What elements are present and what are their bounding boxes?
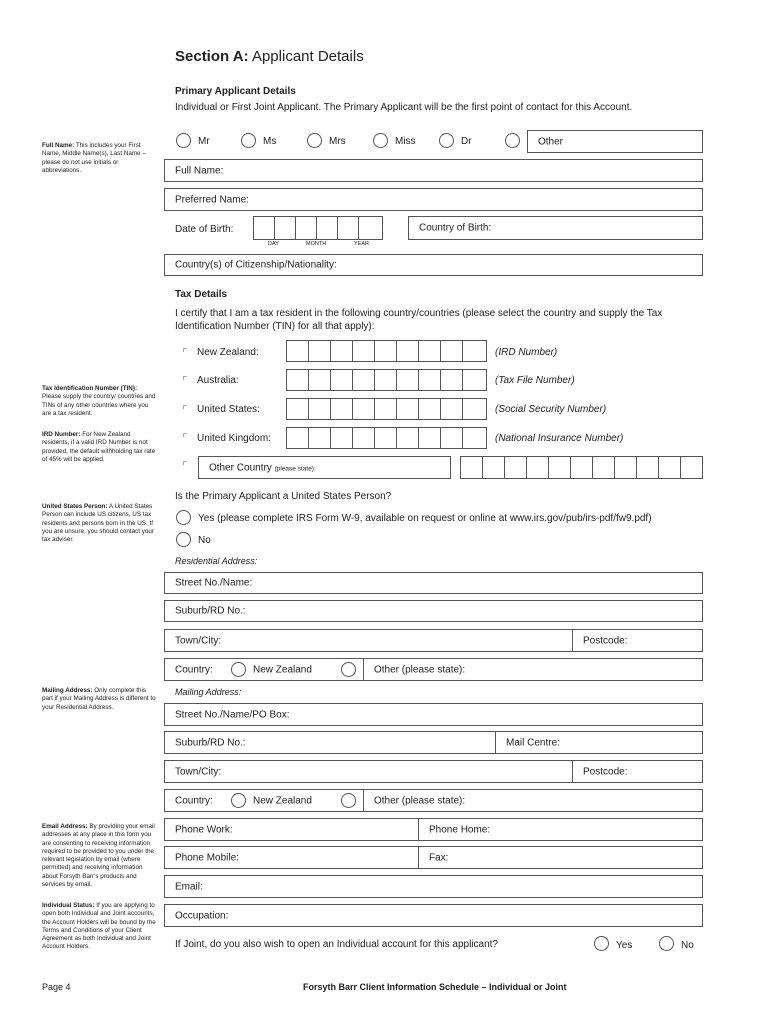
mailing-nz-label: New Zealand — [253, 795, 312, 806]
residential-suburb-field[interactable] — [164, 600, 703, 622]
title-ms-label: Ms — [263, 136, 277, 147]
mailing-town-field[interactable] — [164, 760, 703, 783]
us-person-no-radio[interactable] — [176, 532, 191, 547]
mailing-postcode-label: Postcode: — [583, 766, 628, 777]
residential-street-label: Street No./Name: — [175, 577, 253, 589]
page-number: Page 4 — [42, 982, 71, 992]
tax-nz-label: New Zealand: — [197, 347, 259, 358]
sidenote-mailing: Mailing Address: Only complete this part if your Mailing Address is different to your Residential Address. — [42, 687, 156, 711]
phone-mobile-label: Phone Mobile: — [175, 852, 239, 863]
section-title-rest: Applicant Details — [248, 48, 364, 65]
occupation-field[interactable] — [164, 904, 703, 927]
tax-heading: Tax Details — [175, 289, 228, 300]
mailing-other-label: Other (please state): — [374, 795, 466, 806]
email-label: Email: — [175, 881, 203, 892]
sidenote-ird: IRD Number: For New Zealand residents, if a valid IRD Number is not provided, the default withholding tax rate of 45% will be applied. — [42, 431, 156, 463]
mailing-town-label: Town/City: — [175, 766, 222, 777]
mailing-country-field[interactable] — [164, 789, 703, 812]
tax-intro-line2: Identification Number (TIN) for all that apply): — [175, 321, 375, 332]
title-miss-label: Miss — [395, 136, 416, 147]
title-miss-radio[interactable] — [373, 133, 388, 148]
joint-individual-no-radio[interactable] — [659, 936, 674, 951]
joint-individual-no-label: No — [681, 940, 694, 951]
tax-other-checkbox[interactable] — [183, 461, 187, 465]
joint-individual-yes-label: Yes — [616, 940, 633, 951]
mailing-suburb-label: Suburb/RD No.: — [175, 737, 246, 748]
tax-au-hint: (Tax File Number) — [495, 375, 575, 386]
us-person-question: Is the Primary Applicant a United States Person? — [175, 491, 392, 502]
tax-nz-tin-cells[interactable] — [286, 340, 487, 362]
section-title-bold: Section A: — [175, 48, 249, 65]
tax-other-country-field[interactable] — [198, 456, 451, 479]
full-name-field[interactable] — [164, 159, 703, 182]
mailing-heading: Mailing Address: — [175, 687, 242, 697]
preferred-name-field[interactable] — [164, 188, 703, 211]
title-other-radio[interactable] — [505, 133, 520, 148]
sidenote-us-person: United States Person: A United States Person can include US citizens, US tax residents and persons born in the US. If you are unsure, you should contact your tax adviser. — [42, 503, 155, 544]
residential-suburb-label: Suburb/RD No.: — [175, 605, 246, 617]
tax-au-tin-cells[interactable] — [286, 369, 487, 391]
footer-title: Forsyth Barr Client Information Schedule – Individual or Joint — [303, 982, 567, 992]
title-dr-radio[interactable] — [439, 133, 454, 148]
full-name-label: Full Name: — [175, 165, 224, 176]
fax-label: Fax: — [429, 852, 449, 863]
dob-day-label: DAY — [268, 241, 279, 247]
tax-au-checkbox[interactable] — [183, 376, 187, 380]
us-person-no-label: No — [198, 535, 211, 546]
tax-us-checkbox[interactable] — [183, 405, 187, 409]
joint-individual-yes-radio[interactable] — [594, 936, 609, 951]
tax-us-hint: (Social Security Number) — [495, 404, 607, 415]
mailing-suburb-field[interactable] — [164, 731, 703, 754]
residential-street-field[interactable] — [164, 572, 703, 594]
mailing-nz-radio[interactable] — [231, 793, 246, 808]
tax-us-label: United States: — [197, 404, 260, 415]
us-person-yes-label: Yes (please complete IRS Form W-9, available on request or online at www.irs.gov/pub/irs-pdf/fw9.pdf) — [198, 513, 652, 524]
title-dr-label: Dr — [461, 136, 472, 147]
residential-country-field[interactable] — [164, 658, 703, 681]
residential-other-radio[interactable] — [341, 662, 356, 677]
country-of-birth-field[interactable] — [408, 216, 703, 240]
residential-nz-radio[interactable] — [231, 662, 246, 677]
residential-heading: Residential Address: — [175, 556, 258, 566]
dob-month-label: MONTH — [306, 241, 327, 247]
mailing-country-label: Country: — [175, 795, 213, 806]
dob-cells[interactable] — [253, 216, 383, 240]
sidenote-email: Email Address: By providing your email addresses at any place in this form you are consenting to receiving information required to be provided to you under the relevant legislation by email (where permitted) and receiving information about Forsyth Barr's products and services by email. — [42, 823, 155, 889]
title-mr-radio[interactable] — [176, 133, 191, 148]
tax-us-tin-cells[interactable] — [286, 398, 487, 420]
title-other-label: Other — [538, 136, 564, 147]
residential-other-label: Other (please state): — [374, 664, 466, 675]
mailing-street-label: Street No./Name/PO Box: — [175, 709, 290, 720]
tax-intro-line1: I certify that I am a tax resident in the following country/countries (please select the country and supply the Tax — [175, 308, 663, 319]
primary-heading: Primary Applicant Details — [175, 86, 296, 97]
sidenote-full-name: Full Name: This includes your First Name, Middle Name(s), Last Name – please do not use initials or abbreviations. — [42, 142, 146, 174]
residential-town-label: Town/City: — [175, 635, 222, 646]
phone-work-home-field[interactable] — [164, 818, 703, 841]
country-of-birth-label: Country of Birth: — [419, 222, 492, 234]
sidenote-individual-status: Individual Status: If you are applying to open both Individual and Joint accounts, the Account Holders will be bound by the Terms and Conditions of your Client Agreement as both Individual and Joint Account Holders. — [42, 902, 156, 951]
dob-year-label: YEAR — [354, 241, 369, 247]
residential-postcode-label: Postcode: — [583, 635, 628, 646]
tax-other-label: Other Country (please state): — [209, 462, 316, 473]
primary-intro: Individual or First Joint Applicant. The Primary Applicant will be the first point of contact for this Account. — [175, 102, 633, 113]
tax-nz-hint: (IRD Number) — [495, 347, 558, 358]
tax-uk-hint: (National Insurance Number) — [495, 433, 624, 444]
joint-individual-question: If Joint, do you also wish to open an Individual account for this applicant? — [175, 939, 498, 950]
mailing-other-radio[interactable] — [341, 793, 356, 808]
preferred-name-label: Preferred Name: — [175, 194, 249, 205]
residential-country-label: Country: — [175, 664, 213, 675]
sidenote-tin: Tax Identification Number (TIN): Please supply the country/ countries and TINs of any other countries where you are a tax resident. — [42, 385, 156, 417]
tax-uk-label: United Kingdom: — [197, 433, 271, 444]
title-ms-radio[interactable] — [241, 133, 256, 148]
residential-nz-label: New Zealand — [253, 664, 312, 675]
title-mr-label: Mr — [198, 136, 210, 147]
phone-work-label: Phone Work: — [175, 824, 233, 835]
occupation-label: Occupation: — [175, 910, 229, 921]
mailing-street-field[interactable] — [164, 703, 703, 726]
tax-uk-checkbox[interactable] — [183, 433, 187, 437]
citizenship-field[interactable] — [164, 254, 703, 276]
title-other-field[interactable] — [527, 130, 703, 153]
title-mrs-label: Mrs — [329, 136, 346, 147]
tax-uk-tin-cells[interactable] — [286, 427, 487, 449]
tax-nz-checkbox[interactable] — [183, 348, 187, 352]
phone-home-label: Phone Home: — [429, 824, 491, 835]
mailing-mail-centre-label: Mail Centre: — [506, 737, 560, 748]
dob-label: Date of Birth: — [175, 224, 234, 235]
tax-au-label: Australia: — [197, 375, 239, 386]
title-mrs-radio[interactable] — [307, 133, 322, 148]
citizenship-label: Country(s) of Citizenship/Nationality: — [175, 259, 337, 271]
section-title — [175, 48, 364, 65]
email-field[interactable] — [164, 875, 703, 898]
us-person-yes-radio[interactable] — [176, 510, 191, 525]
residential-town-field[interactable] — [164, 629, 703, 652]
tax-other-tin-cells[interactable] — [460, 456, 703, 479]
phone-mobile-fax-field[interactable] — [164, 846, 703, 869]
